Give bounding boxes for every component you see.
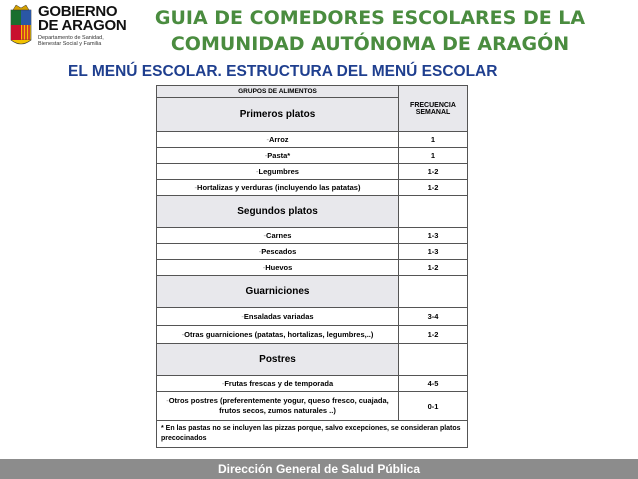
table-row (157, 308, 468, 326)
menu-structure-table (156, 85, 468, 448)
food-cell: -Otras guarniciones (patatas, hortalizas, legumbres,..) (157, 326, 399, 344)
table-row (157, 392, 468, 421)
page-subtitle: EL MENÚ ESCOLAR. ESTRUCTURA DEL MENÚ ESCOLAR (68, 63, 498, 80)
food-cell: -Huevos (157, 260, 399, 276)
logo-name (38, 5, 126, 33)
gobierno-aragon-logo (8, 4, 148, 54)
table-row (157, 376, 468, 392)
logo-department (38, 35, 138, 47)
logo-dept-line1: Departamento de Sanidad, (38, 35, 104, 41)
coat-of-arms-icon (8, 4, 34, 48)
food-cell: -Pescados (157, 244, 399, 260)
section-side-dishes: Guarniciones (157, 276, 399, 308)
section-second-courses: Segundos platos (157, 196, 399, 228)
footer-bar (0, 459, 638, 479)
food-cell: -Arroz (157, 132, 399, 148)
food-cell: -Otros postres (preferentemente yogur, queso fresco, cuajada, frutos secos, zumos naturales ..) (157, 392, 399, 421)
freq-cell: 1-2 (399, 164, 468, 180)
freq-cell: 0-1 (399, 392, 468, 421)
table-row (157, 326, 468, 344)
food-cell: -Hortalizas y verduras (incluyendo las patatas) (157, 180, 399, 196)
section-freq-empty (399, 276, 468, 308)
logo-dept-line2: Bienestar Social y Familia (38, 41, 102, 47)
section-row-third (157, 276, 468, 308)
section-freq-empty (399, 196, 468, 228)
freq-cell: 1-3 (399, 244, 468, 260)
food-cell: -Ensaladas variadas (157, 308, 399, 326)
food-cell: -Carnes (157, 228, 399, 244)
freq-cell: 1-2 (399, 326, 468, 344)
food-cell: -Frutas frescas y de temporada (157, 376, 399, 392)
food-cell: -Pasta* (157, 148, 399, 164)
freq-cell: 1-3 (399, 228, 468, 244)
table-row (157, 148, 468, 164)
table-row (157, 244, 468, 260)
freq-cell: 1 (399, 132, 468, 148)
title-line2: COMUNIDAD AUTÓNOMA DE ARAGÓN (170, 33, 570, 55)
footer-text: Dirección General de Salud Pública (217, 462, 421, 476)
section-row-second (157, 196, 468, 228)
section-first-courses: Primeros platos (157, 98, 399, 132)
frequency-header: FRECUENCIA SEMANAL (399, 86, 468, 132)
title-line1: GUIA DE COMEDORES ESCOLARES DE LA (154, 7, 586, 29)
table-row (157, 164, 468, 180)
freq-cell: 1-2 (399, 260, 468, 276)
section-desserts: Postres (157, 344, 399, 376)
note-row (157, 421, 468, 448)
logo-line2: DE ARAGON (38, 17, 127, 34)
table-footnote: * En las pastas no se incluyen las pizzas porque, salvo excepciones, se consideran platos precocinados (157, 421, 468, 448)
section-freq-empty (399, 344, 468, 376)
table-row (157, 132, 468, 148)
page-title (150, 5, 590, 57)
freq-cell: 1 (399, 148, 468, 164)
table-row (157, 180, 468, 196)
freq-cell: 4-5 (399, 376, 468, 392)
table-row (157, 260, 468, 276)
group-header: GRUPOS DE ALIMENTOS (157, 86, 399, 98)
food-cell: -Legumbres (157, 164, 399, 180)
table-row (157, 228, 468, 244)
section-row-fourth (157, 344, 468, 376)
table-header-row (157, 86, 468, 98)
freq-cell: 3-4 (399, 308, 468, 326)
logo-line1: GOBIERNO (38, 3, 118, 20)
freq-cell: 1-2 (399, 180, 468, 196)
